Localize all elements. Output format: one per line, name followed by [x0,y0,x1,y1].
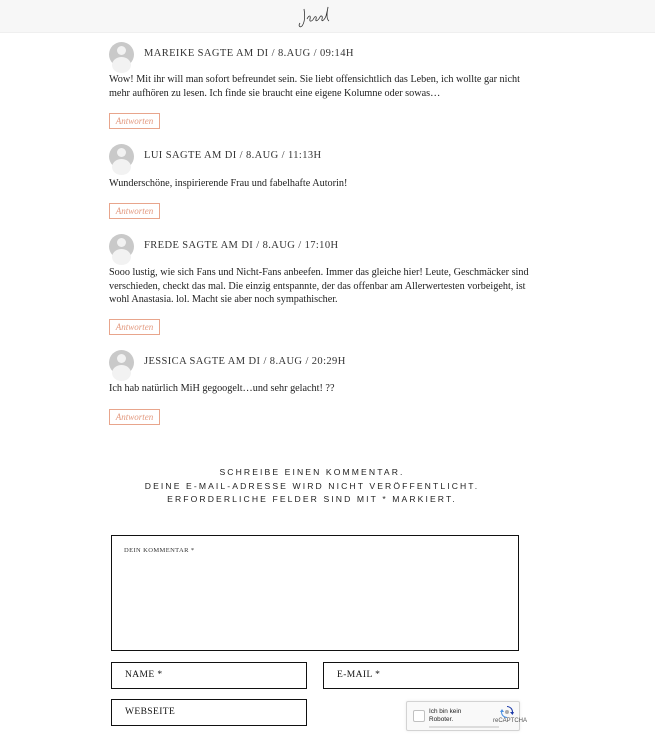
website-field-label: WEBSEITE [125,707,176,717]
recaptcha-privacy-line [429,726,499,728]
email-field-label: E-MAIL * [337,670,381,680]
reply-button[interactable]: Antworten [109,203,160,219]
comment-said: SAGTE AM [165,150,222,161]
comment-meta [144,356,346,367]
comment-said: SAGTE AM [182,240,239,251]
comment-author[interactable]: FREDE [144,240,180,251]
name-field[interactable] [111,662,307,689]
comment-author[interactable]: MAREIKE [144,48,195,59]
comment-textarea[interactable] [111,535,519,651]
comment-said: SAGTE AM [197,48,254,59]
comment-said: SAGTE AM [189,356,246,367]
comment-author[interactable]: LUI [144,150,163,161]
top-bar [0,0,655,33]
comment-text: Wow! Mit ihr will man sofort befreundet sein. Sie liebt offensichtlich das Leben, ich wollte gar nicht mehr aufhören zu lesen. Ich finde sie braucht eine eigene Kolumne oder sowas… [109,74,520,99]
avatar [109,144,134,169]
comment-meta [144,48,354,59]
website-field[interactable] [111,699,307,726]
avatar [109,234,134,259]
comment [109,144,529,170]
comment-header [109,144,529,170]
avatar [109,350,134,375]
comment-date[interactable]: DI / 8.AUG / 20:29H [248,356,346,367]
reply-button[interactable]: Antworten [109,319,160,335]
comment-text: Ich hab natürlich MiH gegoogelt…und sehr gelacht! ?? [109,383,335,394]
email-field[interactable] [323,662,519,689]
comment [109,234,529,260]
comment-text: Wunderschöne, inspirierende Frau und fabelhafte Autorin! [109,178,348,189]
avatar [109,42,134,67]
comment-author[interactable]: JESSICA [144,356,187,367]
reply-button[interactable]: Antworten [109,409,160,425]
comment-meta [144,240,338,251]
form-heading: SCHREIBE EINEN KOMMENTAR. [219,467,405,477]
reply-button[interactable]: Antworten [109,113,160,129]
comment-meta [144,150,322,161]
recaptcha-icon [500,706,514,718]
comment-date[interactable]: DI / 8.AUG / 11:13H [224,150,322,161]
comment-header [109,350,529,376]
comment-date[interactable]: DI / 8.AUG / 09:14H [256,48,354,59]
comment-form-title [0,466,624,507]
site-logo[interactable] [296,3,334,31]
name-field-label: NAME * [125,670,163,680]
recaptcha-brand: reCAPTCHA [493,718,528,724]
comment-field-label: DEIN KOMMENTAR * [124,547,195,554]
form-required-note: ERFORDERLICHE FELDER SIND MIT * MARKIERT. [167,494,457,504]
form-email-note: DEINE E-MAIL-ADRESSE WIRD NICHT VERÖFFENTLICHT. [144,480,480,491]
recaptcha-checkbox[interactable] [413,710,425,722]
recaptcha-label: Ich bin kein Roboter. [429,708,462,723]
comment-date[interactable]: DI / 8.AUG / 17:10H [241,240,339,251]
comment-text: Sooo lustig, wie sich Fans und Nicht-Fans anbeefen. Immer das gleiche hier! Leute, Geschmäcker sind verschieden, checkt das mal. Die einzig entspannte, der das offenbar am Allerwertesten vorbeigeht, ist wohl Anastasia. lol. Macht sie aber noch sympathischer. [109,267,529,306]
recaptcha-widget [406,701,528,731]
comment [109,350,529,376]
comment [109,42,529,68]
comment-header [109,234,529,260]
comment-header [109,42,529,68]
